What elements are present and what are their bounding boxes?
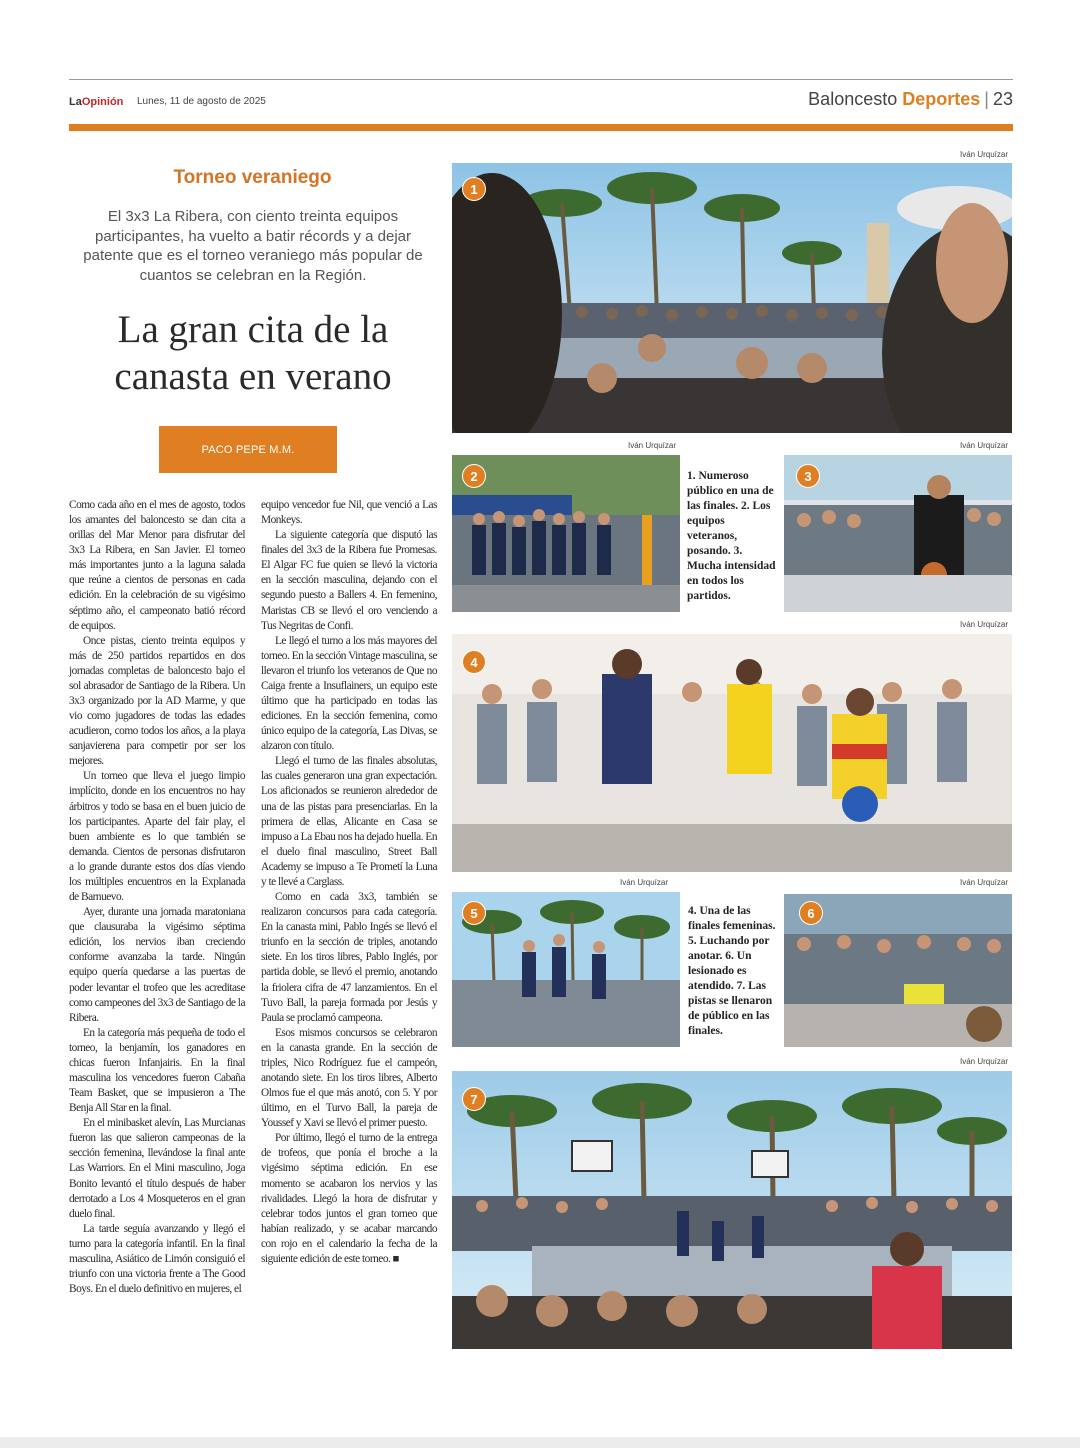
paragraph: Le llegó el turno a los más mayores del torneo. En la sección Vintage masculina, se llevaron el triunfo los veteranos de Que no Caiga frente a Insuflainers, un equipo este último que ha participado en todas las ediciones. En la sección femenina, como único equipo de la categoría, Las Divas, se alzaron con título. xyxy=(261,634,437,753)
photo-credit: Iván Urquízar xyxy=(960,150,1009,159)
paragraph: Once pistas, ciento treinta equipos y más de 250 partidos repartidos en dos jornadas completas de baloncesto bajo el sol abrasador de Santiago de la Ribera. Un 3x3 organizado por la AD Marme, y que vio como jugadores de todas las edades acudieron, como todos los años, a la playa sanjavierena para competir por ser los mejores. xyxy=(69,634,245,768)
photo-number-badge: 7 xyxy=(462,1087,486,1111)
paragraph: Ayer, durante una jornada maratoniana que clausuraba la vigésimo séptima edición, los nervios iban creciendo conforme avanzaba la tarde. Ningún equipo quería quedarse a las puertas de poder levantar el trofeo que les acreditase como campeones del 3x3 de Santiago de la Ribera. xyxy=(69,906,245,1024)
photo-caption-4-7: 4. Una de las finales femeninas. 5. Luchando por anotar. 6. Un lesionado es atendido. 7. Las pistas se llenaron de público en las finales. xyxy=(688,905,776,1037)
section-rule xyxy=(69,124,1013,131)
photo-1-image xyxy=(452,163,1012,433)
paragraph: equipo vencedor fue Nil, que venció a Las Monkeys. xyxy=(261,499,437,527)
article-kicker: Torneo veraniego xyxy=(173,167,332,188)
photo-credit: Iván Urquízar xyxy=(628,441,677,450)
newspaper-logo xyxy=(69,96,123,108)
article-column-2 xyxy=(261,498,437,1267)
headline-line-1: La gran cita de la xyxy=(117,308,389,351)
photo-number-badge: 3 xyxy=(796,464,820,488)
photo-fighting-to-score xyxy=(452,892,680,1047)
photo-5-image xyxy=(452,892,680,1047)
paragraph: La tarde seguía avanzando y llegó el turno para la categoría infantil. En la final masculina, Asiático de Limón consiguió el triunfo con una victoria frente a The Good Boys. En el duelo definitivo en mujeres, el xyxy=(69,1222,245,1296)
paragraph: En el minibasket alevín, Las Murcianas fueron las que salieron campeonas de la sección femenina, llevándose la final ante Las Warriors. En el Mini masculino, Joga Bonito levantó el título después de haber derrotado a Los 4 Mosqueteros en el gran duelo final. xyxy=(69,1117,245,1220)
photo-credit: Iván Urquízar xyxy=(960,441,1009,450)
photo-number-badge: 4 xyxy=(462,650,486,674)
section-separator: | xyxy=(984,89,989,109)
photo-number-badge: 5 xyxy=(462,901,486,925)
section-name: Deportes xyxy=(902,89,981,109)
page-bottom-shade xyxy=(0,1437,1080,1448)
photo-credit: Iván Urquízar xyxy=(620,878,669,887)
paragraph: En la categoría más pequeña de todo el torneo, la benjamín, los ganadores en chicas fueron Infanjairis. En la final masculina los vencedores fueron Cabaña Team Basket, que se impusieron a The Benja All Star en la final. xyxy=(69,1026,245,1115)
photo-caption-1-3: 1. Numeroso público en una de las finales. 2. Los equipos veteranos, posando. 3. Mucha intensidad en todos los partidos. xyxy=(687,470,776,602)
paragraph: Por último, llegó el turno de la entrega de trofeos, que ponía el broche a la vigésimo séptima edición. En ese momento se acabaron los nervios y las rivalidades. Llegó la hora de disfrutar y celebrar todos juntos el gran torneo que habían realizado, y se acabar marcando con rojo en el calendario la fecha de la siguiente edición de este torneo. ■ xyxy=(261,1132,437,1265)
photo-number-badge: 2 xyxy=(462,464,486,488)
photo-number-badge: 1 xyxy=(462,177,486,201)
logo-prefix: La xyxy=(69,96,82,108)
paragraph: Como cada año en el mes de agosto, todos los amantes del baloncesto se dan cita a orillas del Mar Menor para disfrutar del 3x3 La Ribera, en San Javier. El torneo más importantes junto a la laguna salada que reúne a cientos de personas en cada edición. En la celebración de su vigésimo séptimo año, el campeonato batió récord de equipos. xyxy=(69,499,245,632)
section-header xyxy=(808,89,1013,110)
section-label: Baloncesto xyxy=(808,89,898,109)
photo-full-courts xyxy=(452,1071,1012,1349)
byline: PACO PEPE M.M. xyxy=(159,426,337,473)
paragraph: Un torneo que lleva el juego limpio implícito, donde en los encuentros no hay árbitros y todo se basa en el buen juicio de los participantes. Aparte del fair play, el buen ambiente es lo que también se demanda. Cientos de personas disfrutaron a lo grande durante estos dos días viendo los múltiples encuentros en la Explanada de Barnuevo. xyxy=(69,770,245,904)
paragraph: Esos mismos concursos se celebraron en la canasta grande. En la sección de triples, Nico Rodríguez fue el campeón, anotando siete. En los tiros libres, Alberto Olmos fue el que más anotó, con 5. Y por último, en el Turvo Ball, la pareja de Youssef y Xavi se llevó el primer puesto. xyxy=(261,1026,437,1130)
article-column-1 xyxy=(69,498,245,1297)
photo-number-badge: 6 xyxy=(799,901,823,925)
article-subhead: El 3x3 La Ribera, con ciento treinta equipos participantes, ha vuelto a batir récords y a dejar patente que es el torneo veraniego más popular de cuantos se celebran en la Región. xyxy=(83,208,423,284)
photo-credit: Iván Urquízar xyxy=(960,878,1009,887)
photo-credit: Iván Urquízar xyxy=(960,1057,1009,1066)
paragraph: Como en cada 3x3, también se realizaron concursos para cada categoría. En la canasta mini, Pablo Ingés se llevó el triunfo en la sección de triples, anotando siete. En los tiros libres, Pablo Inglés, por partida doble, se llevó el premio, anotando la friolera cifra de 47 lanzamientos. En el Tuvo Ball, la pareja formada por Jesús y Paula se proclamó campeona. xyxy=(261,891,437,1024)
photo-2-image xyxy=(452,455,680,612)
logo-name: Opinión xyxy=(81,96,124,108)
photo-womens-final xyxy=(452,634,1012,872)
paragraph: La siguiente categoría que disputó las finales del 3x3 de la Ribera fue Promesas. El Algar FC fue quien se llevó la victoria en la sección masculina, dejando con el segundo puesto a Ballers 4. En femenino, Maristas CB se llevó el oro venciendo a Tus Negritas de Confi. xyxy=(261,529,437,632)
top-rule xyxy=(69,79,1013,80)
photo-crowd-at-final xyxy=(452,163,1012,433)
issue-date: Lunes, 11 de agosto de 2025 xyxy=(137,96,266,107)
photo-credit: Iván Urquízar xyxy=(960,620,1009,629)
photo-veteran-teams xyxy=(452,455,680,612)
masthead xyxy=(69,89,1013,117)
paragraph: Llegó el turno de las finales absolutas, las cuales generaron una gran expectación. Los aficionados se reunieron alrededor de una de las pistas para presenciarlas. En la primera de ellas, Alicante en Casa se impuso a La Ebau nos ha dejado huella. En el duelo final masculino, Street Ball Academy se impuso a Te Prometí la Luna y te llevé a Carglass. xyxy=(261,755,437,888)
article-headline xyxy=(74,306,432,400)
headline-line-2: canasta en verano xyxy=(114,355,392,398)
photo-4-image xyxy=(452,634,1012,872)
page-number: 23 xyxy=(992,89,1013,109)
photo-7-image xyxy=(452,1071,1012,1349)
